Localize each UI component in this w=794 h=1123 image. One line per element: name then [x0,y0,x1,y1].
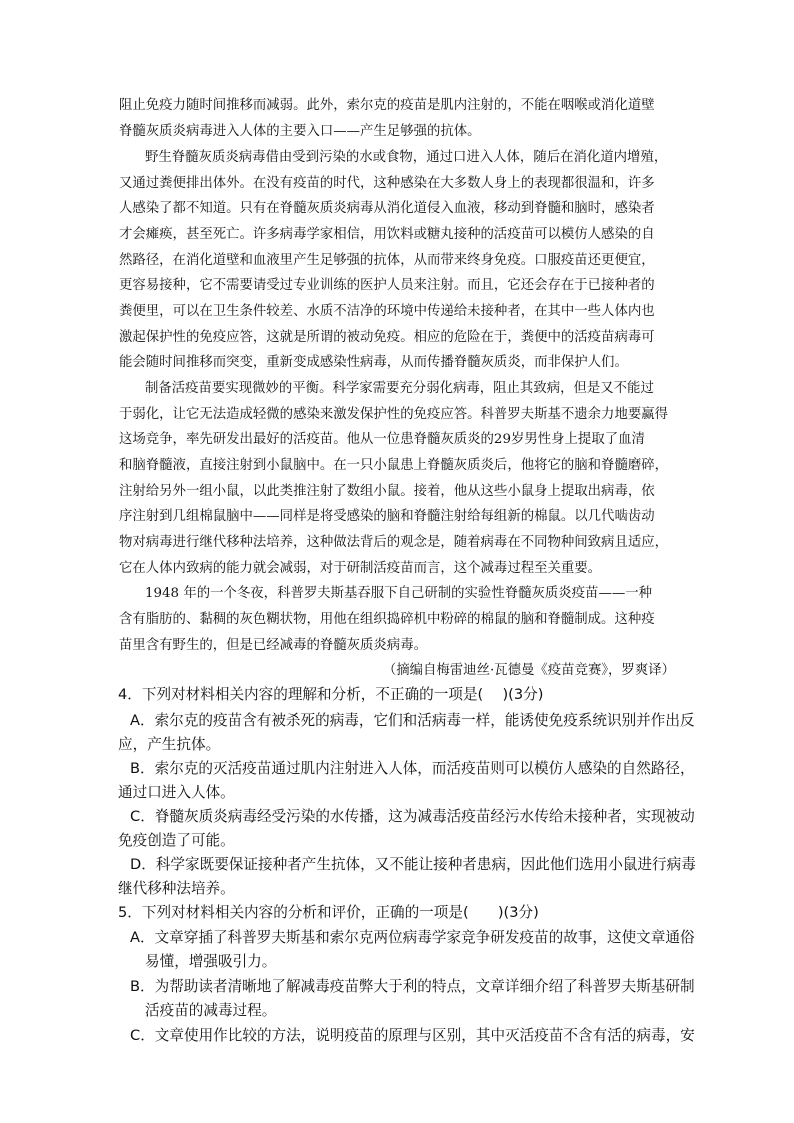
question-5-option-a: A．文章穿插了科普罗夫斯基和索尔克两位病毒学家竞争研发疫苗的故事，这使文章通俗 [130,929,695,946]
passage-line: 注射给另外一组小鼠，以此类推注射了数组小鼠。接着，他从这些小鼠身上提取出病毒，依 [119,484,655,499]
passage-line: 这场竞争，率先研发出最好的活疫苗。他从一位患脊髓灰质炎的29岁男性身上提取了血清 [119,432,645,447]
passage-line: 更容易接种，它不需要请受过专业训练的医护人员来注射。而且，它还会存在于已接种者的 [119,278,655,293]
passage-line: 能会随时间推移而突变，重新变成感染性病毒，从而传播脊髓灰质炎，而非保护人们。 [119,355,628,370]
passage-line: 制备活疫苗要实现微妙的平衡。科学家需要充分弱化病毒，阻止其致病，但是又不能过 [145,381,654,396]
passage-line: 于弱化，让它无法造成轻微的感染来激发保护性的免疫应答。科普罗夫斯基不遗余力地要赢得 [119,407,669,422]
question-4-option-c: C．脊髓灰质炎病毒经受污染的水传播，这为减毒活疫苗经污水传给未接种者，实现被动 [130,808,695,825]
question-4-option-b: B．索尔克的灭活疫苗通过肌内注射进入人体，而活疫苗则可以模仿人感染的自然路径， [130,760,695,777]
passage-line: 才会瘫痪，甚至死亡。许多病毒学家相信，用饮料或糖丸接种的活疫苗可以模仿人感染的自 [119,227,655,242]
question-5-option-b: B．为帮助读者清晰地了解减毒疫苗弊大于利的特点，文章详细介绍了科普罗夫斯基研制 [130,978,695,995]
passage-source: （摘编自梅雷迪丝·瓦德曼《疫苗竞赛》，罗爽译） [382,663,675,678]
question-5-option-c: C．文章使用作比较的方法，说明疫苗的原理与区别，其中灭活疫苗不含有活的病毒，安 [130,1027,695,1044]
passage-line: 它在人体内致病的能力就会减弱，对于研制活疫苗而言，这个减毒过程至关重要。 [119,561,602,576]
passage-line: 物对病毒进行继代移种法培养，这种做法背后的观念是，随着病毒在不同物种间致病且适应， [119,535,669,550]
passage-line: 人感染了都不知道。只有在脊髓灰质炎病毒从消化道侵入血液，移动到脊髓和脑时，感染者 [119,201,655,216]
question-4-option-d: D．科学家既要保证接种者产生抗体，又不能让接种者患病，因此他们选用小鼠进行病毒 [130,856,696,873]
question-4-option-a: A．索尔克的疫苗含有被杀死的病毒，它们和活病毒一样，能诱使免疫系统识别并作出反 [130,712,695,729]
passage-line: 脊髓灰质炎病毒进入人体的主要入口——产生足够强的抗体。 [119,124,481,139]
passage-line: 激起保护性的免疫应答，这就是所谓的被动免疫。相应的危险在于，粪便中的活疫苗病毒可 [119,330,655,345]
passage-line: 粪便里，可以在卫生条件较差、水质不洁净的环境中传递给未接种者，在其中一些人体内也 [119,304,655,319]
passage-line: 野生脊髓灰质炎病毒借由受到污染的水或食物，通过口进入人体，随后在消化道内增殖， [145,150,668,165]
passage-line: 序注射到几组棉鼠脑中——同样是将受感染的脑和脊髓注射给每组新的棉鼠。以几代啮齿动 [119,509,655,524]
question-5-option-b-cont: 活疫苗的减毒过程。 [145,1002,277,1019]
question-4-option-b-cont: 通过口进入人体。 [118,784,235,801]
passage-line: 阻止免疫力随时间推移而减弱。此外，索尔克的疫苗是肌内注射的，不能在咽喉或消化道壁 [119,98,655,113]
passage-line: 含有脂肪的、黏稠的灰色糊状物，用他在组织捣碎机中粉碎的棉鼠的脑和脊髓制成。这种疫 [119,612,655,627]
question-4-option-c-cont: 免疫创造了可能。 [118,832,235,849]
passage-line: 苗里含有野生的，但是已经减毒的脊髓灰质炎病毒。 [119,638,427,653]
question-5-stem: 5．下列对材料相关内容的分析和评价，正确的一项是( )(3分) [118,904,539,921]
passage-line: 1948 年的一个冬夜，科普罗夫斯基吞服下自己研制的实验性脊髓灰质炎疫苗——一种 [145,586,653,601]
passage-line: 又通过粪便排出体外。在没有疫苗的时代，这种感染在大多数人身上的表现都很温和，许多 [119,176,655,191]
question-4-stem: 4．下列对材料相关内容的理解和分析，不正确的一项是( )(3分) [118,686,544,703]
passage-line: 然路径，在消化道壁和血液里产生足够强的抗体，从而带来终身免疫。口服疫苗还更便宜， [119,253,655,268]
question-5-option-a-cont: 易懂，增强吸引力。 [145,953,277,970]
question-4-option-d-cont: 继代移种法培养。 [118,880,235,897]
question-4-option-a-cont: 应，产生抗体。 [118,736,221,753]
passage-line: 和脑脊髓液，直接注射到小鼠脑中。在一只小鼠患上脊髓灰质炎后，他将它的脑和脊髓磨碎， [119,458,669,473]
